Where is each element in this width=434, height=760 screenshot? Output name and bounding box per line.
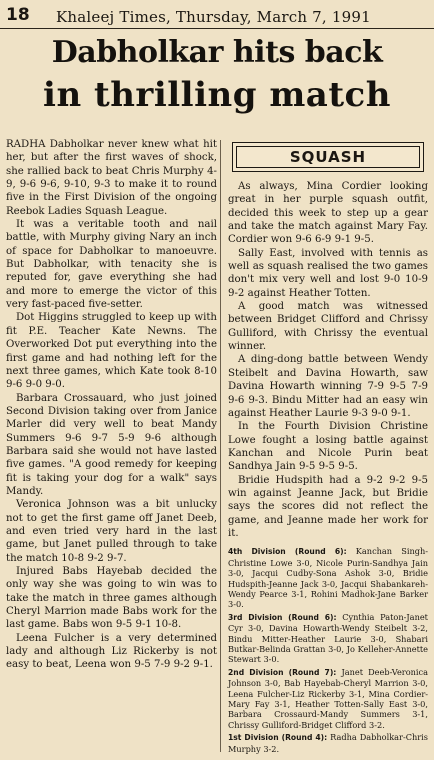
- page-number: 18: [6, 5, 30, 25]
- article-paragraph: Veronica Johnson was a bit unlucky not to get the first game off Janet Deeb, and even tried very hard in the last game, but Janet pulled through to take the match 10-8 9-2 9-7.: [6, 499, 217, 564]
- result-entry: [228, 546, 428, 609]
- result-entry: [228, 732, 428, 754]
- article-paragraph: Leena Fulcher is a very determined lady and although Liz Rickerby is not easy to beat, Leena won 9-5 7-9 9-2 9-1.: [6, 632, 217, 671]
- article-paragraph: Sally East, involved with tennis as well as squash realised the two games don't mix very well and lost 9-0 10-9 9-2 against Heather Totten.: [228, 247, 428, 299]
- column-divider: [220, 140, 221, 752]
- result-division: 3rd Division (Round 6):: [228, 612, 337, 622]
- section-label: SQUASH: [236, 146, 420, 168]
- article-paragraph: Injured Babs Hayebab decided the only way she was going to win was to take the match in three games although Cheryl Marrion made Babs work for the last game. Babs won 9-5 9-1 10-8.: [6, 566, 217, 631]
- result-division: 4th Division (Round 6):: [228, 547, 347, 557]
- result-text: Cynthia Paton-Janet Cyr 3-0, Davina Howarth-Wendy Steibelt 3-2, Bindu Mitter-Heather Laurie 3-0, Shabari Butkar-Belinda Grattan 3-0, Jo Kelleher-Annette Stewart 3-0.: [228, 611, 428, 665]
- result-entry: [228, 612, 428, 665]
- article-paragraph: A good match was witnessed between Bridget Clifford and Chrissy Gulliford, with Chrissy the eventual winner.: [228, 301, 428, 353]
- headline-line-2: in thrilling match: [43, 75, 391, 115]
- results-list: [228, 546, 428, 754]
- result-text: Janet Deeb-Veronica Johnson 3-0, Bab Hayebab-Cheryl Marrion 3-0, Leena Fulcher-Liz Rickerby 3-1, Mina Cordier-Mary Fay 3-1, Heather Totten-Sally East 3-0, Barbara Crossaurd-Mandy Summers 3-1, Chrissy Gulliford-Bridget Clifford 3-2.: [228, 666, 428, 730]
- section-label-box: [232, 142, 424, 172]
- article-paragraph: As always, Mina Cordier looking great in her purple squash outfit, decided this week to step up a gear and take the match against Mary Fay. Cordier won 9-6 6-9 9-1 9-5.: [228, 181, 428, 246]
- headline-line-1: Dabholkar hits back: [51, 35, 383, 70]
- right-column: [228, 180, 428, 756]
- result-entry: [228, 667, 428, 730]
- article-paragraph: It was a veritable tooth and nail battle, with Murphy giving Nary an inch of space for Dabholkar to manoeuvre. But Dabholkar, with tenacity she is reputed for, gave everything she had and more to emerge the victor of this very fast-paced five-setter.: [6, 219, 217, 311]
- masthead-info: Khaleej Times, Thursday, March 7, 1991: [56, 8, 371, 26]
- left-column: [6, 138, 217, 672]
- article-paragraph: Bridie Hudspith had a 9-2 9-2 9-5 win against Jeanne Jack, but Bridie says the scores did not reflect the game, and Jeanne made her work for it.: [228, 474, 428, 539]
- article-paragraph: RADHA Dabholkar never knew what hit her, but after the first waves of shock, she rallied back to beat Chris Murphy 4-9, 9-6 9-6, 9-10, 9-3 to make it to round five in the First Division of the ongoing Reebok Ladies Squash League.: [6, 139, 217, 217]
- article-paragraph: Dot Higgins struggled to keep up with fit P.E. Teacher Kate Newns. The Overworked Dot put everything into the first game and had nothing left for the next three games, which Kate took 8-10 9-6 9-0 9-0.: [6, 312, 217, 391]
- article-paragraph: A ding-dong battle between Wendy Steibelt and Davina Howarth, saw Davina Howarth winning 7-9 9-5 7-9 9-6 9-3. Bindu Mitter had an easy win against Heather Laurie 9-3 9-0 9-1.: [228, 354, 428, 419]
- result-division: 2nd Division (Round 7):: [228, 667, 337, 677]
- result-text: Radha Dabholkar-Chris Murphy 3-2.: [228, 732, 428, 754]
- result-text: Kanchan Singh-Christine Lowe 3-0, Nicole Purin-Sandhya Jain 3-0, Jacqui Cudby-Sona Ashok 3-0, Bridie Hudspith-Jeanne Jack 3-0, Jacqui Shabankareh-Wendy Pearce 3-1, Rohini Madhok-Jane Barker 3-0.: [228, 546, 429, 610]
- masthead: [0, 4, 434, 29]
- article-paragraph: Barbara Crossauard, who just joined Second Division taking over from Janice Marler did very well to beat Mandy Summers 9-6 9-7 5-9 9-6 although Barbara said she would not have lasted five games. "A good remedy for keeping fit is taking your dog for a walk" says Mandy.: [6, 392, 217, 497]
- article-paragraph: In the Fourth Division Christine Lowe fought a losing battle against Kanchan and Nicole Purin beat Sandhya Jain 9-5 9-5 9-5.: [228, 421, 428, 473]
- headline: [0, 34, 434, 118]
- result-division: 1st Division (Round 4):: [228, 733, 328, 743]
